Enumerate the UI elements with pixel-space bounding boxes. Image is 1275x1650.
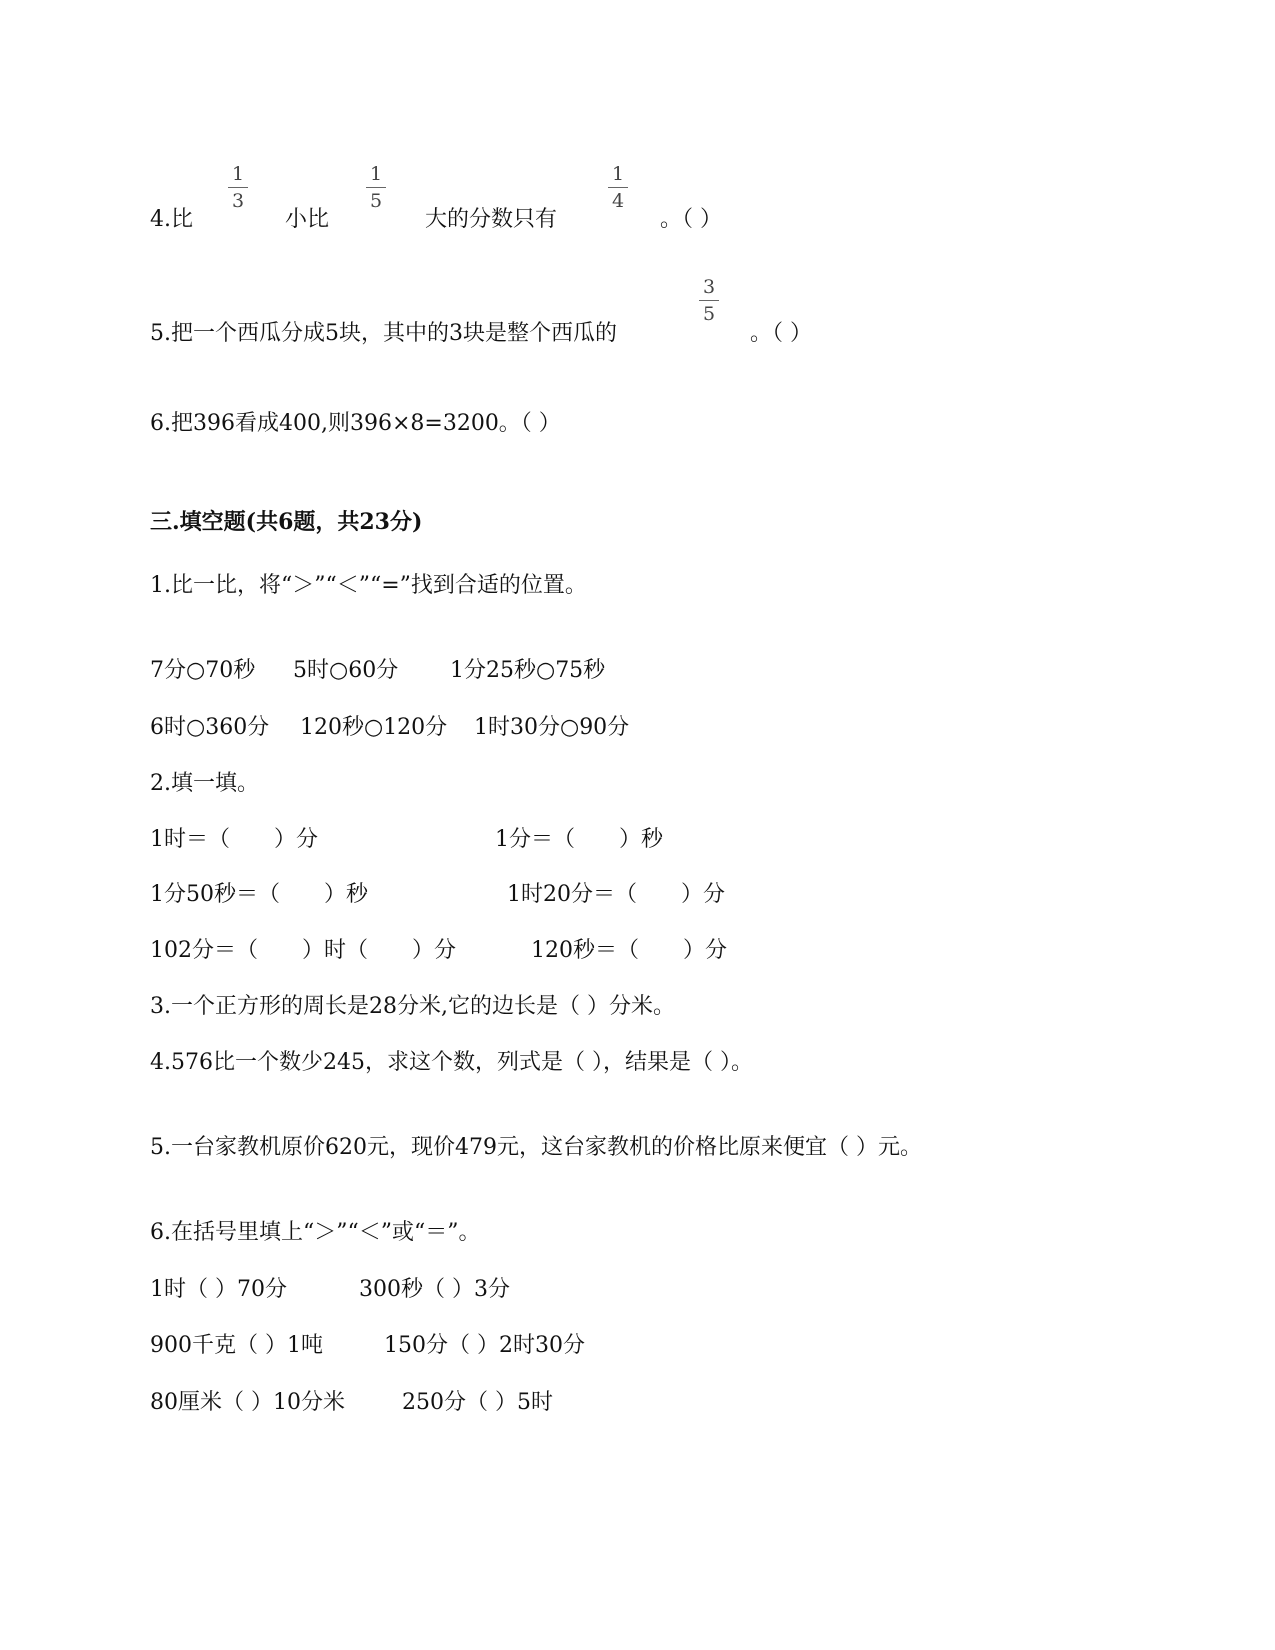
- comparison-item: 80厘米（ ）10分米: [150, 1390, 345, 1415]
- fraction-numerator: 1: [369, 163, 383, 185]
- fraction-bar: [228, 187, 248, 188]
- fraction-denominator: 5: [369, 190, 383, 212]
- fill-question-2-row-3: [0, 937, 1275, 965]
- fraction-one-fifth: [364, 163, 388, 212]
- fill-question-5: 5.一台家教机原价620元，现价479元，这台家教机的价格比原来便宜（ ）元。: [150, 1135, 922, 1160]
- fill-question-1-row-2: [0, 714, 1275, 742]
- comparison-item: 250分（ ）5时: [402, 1390, 553, 1415]
- conversion-item: 120秒＝（ ）分: [531, 938, 727, 963]
- comparison-item: 120秒○120分: [300, 715, 448, 740]
- conversion-item: 102分＝（ ）时（ ）分: [150, 938, 456, 963]
- fraction-denominator: 3: [231, 190, 245, 212]
- fraction-numerator: 3: [702, 276, 716, 298]
- q4-text-part3: 大的分数只有: [425, 207, 558, 232]
- judgement-question-4: [0, 206, 1275, 234]
- conversion-item: 1分50秒＝（ ）秒: [150, 882, 368, 907]
- fill-question-2-row-2: [0, 881, 1275, 909]
- fraction-denominator: 5: [702, 303, 716, 325]
- fill-question-6-row-3: [0, 1389, 1275, 1417]
- comparison-item: 300秒（ ）3分: [359, 1277, 510, 1302]
- fraction-numerator: 1: [611, 163, 625, 185]
- fill-question-6-row-1: [0, 1276, 1275, 1304]
- comparison-item: 900千克（ ）1吨: [150, 1333, 323, 1358]
- comparison-item: 1时（ ）70分: [150, 1277, 287, 1302]
- fill-question-6-row-2: [0, 1332, 1275, 1360]
- fill-question-1-row-1: [0, 657, 1275, 685]
- q4-text-part1: 4.比: [150, 207, 193, 232]
- comparison-item: 1分25秒○75秒: [450, 658, 606, 683]
- section-heading: 三.填空题(共6题，共23分): [150, 509, 423, 535]
- fraction-denominator: 4: [611, 190, 625, 212]
- conversion-item: 1时＝（ ）分: [150, 827, 318, 852]
- fill-question-1-prompt: 1.比一比，将“＞”“＜”“=”找到合适的位置。: [150, 573, 587, 598]
- q5-text-part1: 5.把一个西瓜分成5块，其中的3块是整个西瓜的: [150, 321, 617, 346]
- comparison-item: 7分○70秒: [150, 658, 256, 683]
- judgement-question-5: [0, 320, 1275, 348]
- fraction-one-fourth: [606, 163, 630, 212]
- fraction-bar: [366, 187, 386, 188]
- fill-question-2-prompt: 2.填一填。: [150, 771, 259, 796]
- conversion-item: 1分＝（ ）秒: [495, 827, 663, 852]
- judgement-question-6: 6.把396看成400,则396×8=3200。（ ）: [150, 411, 561, 436]
- fill-question-2-row-1: [0, 826, 1275, 854]
- fill-question-3: 3.一个正方形的周长是28分米,它的边长是（ ）分米。: [150, 994, 675, 1019]
- comparison-item: 1时30分○90分: [474, 715, 630, 740]
- fill-question-4: 4.576比一个数少245，求这个数，列式是（ ），结果是（ ）。: [150, 1050, 753, 1075]
- fraction-three-fifths: [697, 276, 721, 325]
- fill-question-6-prompt: 6.在括号里填上“＞”“＜”或“＝”。: [150, 1220, 481, 1245]
- fraction-bar: [608, 187, 628, 188]
- conversion-item: 1时20分＝（ ）分: [507, 882, 725, 907]
- comparison-item: 6时○360分: [150, 715, 270, 740]
- comparison-item: 5时○60分: [293, 658, 399, 683]
- fraction-one-third: [226, 163, 250, 212]
- fraction-bar: [699, 300, 719, 301]
- comparison-item: 150分（ ）2时30分: [384, 1333, 585, 1358]
- q5-text-part2: 。（ ）: [750, 321, 812, 346]
- q4-text-part2: 小比: [285, 207, 330, 232]
- fraction-numerator: 1: [231, 163, 245, 185]
- q4-text-part4: 。（ ）: [660, 207, 722, 232]
